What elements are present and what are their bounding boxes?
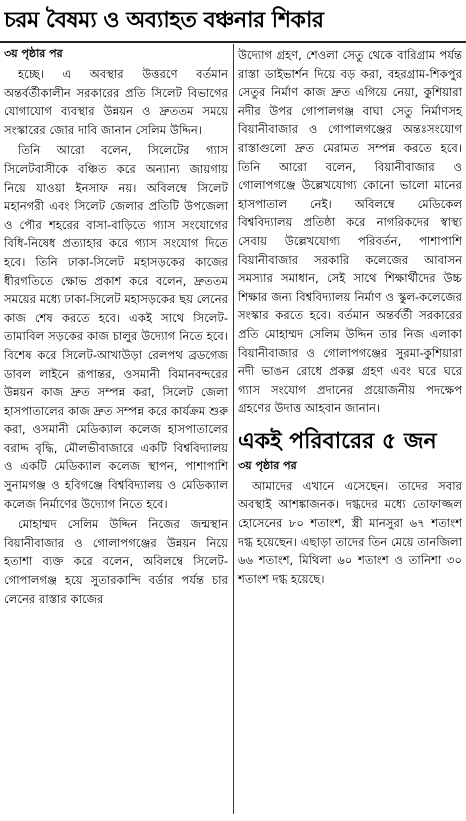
continuation-label: ৩য় পৃষ্ঠার পর <box>238 458 297 472</box>
article-paragraph: আমাদের এখানে এসেছেন। তাদের সবার অবস্থাই আশঙ্কাজনক। দগ্ধদের মধ্যে তোফাজ্জল হোসেনের ৮০ শতাংশ, স্ত্রী মানসুরা ৬৭ শতাংশ দগ্ধ হয়েছেন। এছাড়া তাদের তিন মেয়ে তানজিলা ৬৬ শতাংশ, মিথিলা ৬০ শতাংশ ও তানিশা ৩০ শতাংশ দগ্ধ হয়েছে। <box>238 478 462 586</box>
page-headline: চরম বৈষম্য ও অব্যাহত বঞ্চনার শিকার <box>4 8 324 33</box>
article-paragraph: উদ্যোগ গ্রহণ, শেওলা সেতু থেকে বারিগ্রাম পর্যন্ত রাস্তা ডাইভার্শন দিয়ে বড় করা, বহরগ্রাম-শিকপুর সেতুর নির্মাণ কাজ দ্রুত এগিয়ে নেয়া, কুশিয়ারা নদীর উপর গোপালগঞ্জ বাঘা সেতু নির্মাণসহ বিয়ানীবাজার ও গোপালগঞ্জের অন্তঃসংযোগ রাস্তাগুলো দ্রুত মেরামত সম্পন্ন করতে হবে। তিনি আরো বলেন, বিয়ানীবাজার ও গোলাপগঞ্জে উল্লেখযোগ্য কোনো ভালো মানের হাসপাতাল নেই। অবিলম্বে মেডিকেল বিশ্ববিদ্যালয় প্রতিষ্ঠা করে নাগরিকদের স্বাস্থ্য সেবায় উল্লেখযোগ্য পরিবর্তন, পাশাপাশি বিয়ানীবাজার সরকারি কলেজের আবাসন সমস্যার সমাধান, সেই সাথে শিক্ষার্থীদের উচ্চ শিক্ষার জন্য বিশ্ববিদ্যালয় নির্মাণ ও স্কুল-কলেজের সংস্কার করতে হবে। বর্তমান অন্তর্বর্তী সরকারের প্রতি মোহাম্মদ সেলিম উদ্দিন তার নিজ এলাকা বিয়ানীবাজার ও গোলাপগঞ্জের সুরমা-কুশিয়ারা নদী ভাঙন রোধে প্রকল্প গ্রহণ এবং ঘরে ঘরে গ্যাস সংযোগ প্রদানের প্রয়োজনীয় পদক্ষেপ গ্রহণের উদাত্ত আহবান জানান। <box>238 48 462 416</box>
second-article-headline: একই পরিবারের ৫ জন <box>238 428 437 454</box>
left-column <box>4 46 228 610</box>
article-paragraph: হচ্ছে। এ অবস্থার উত্তরণে বর্তমান অন্তর্বর্তীকালীন সরকারের প্রতি সিলেট বিভাগের যোগাযোগ ব্যবস্থার উন্নয়ন ও দ্রুততম সময়ে সংস্কারের জোর দাবি জানান সেলিম উদ্দিন। <box>4 67 228 137</box>
article-paragraph: মোহাম্মদ সেলিম উদ্দিন নিজের জন্মস্থান বিয়ানীবাজার ও গোলাপগঞ্জের উন্নয়ন নিয়ে হতাশা ব্যক্ত করে বলেন, অবিলম্বে সিলেট-গোপালগঞ্জ হয়ে সুতারকান্দি বর্ডার পর্যন্ত চার লেনের রাস্তার কাজের <box>4 517 228 606</box>
right-column <box>238 46 462 590</box>
column-divider <box>233 44 234 814</box>
article-paragraph: তিনি আরো বলেন, সিলেটের গ্যাস সিলেটবাসীকে বঞ্চিত করে অন্যান্য জায়গায় নিয়ে যাওয়া ইনসাফ নয়। অবিলম্বে সিলেট মহানগরী এবং সিলেট জেলার প্রতিটি উপজেলা ও পৌর শহরের বাসা-বাড়িতে গ্যাস সংযোগের বিধি-নিষেধ প্রত্যাহার করে গ্যাস সংযোগ দিতে হবে। তিনি ঢাকা-সিলেট মহাসড়কের কাজের ধীরগতিতে ক্ষোভ প্রকাশ করে বলেন, দ্রুততম সময়ের মধ্যে ঢাকা-সিলেট মহাসড়কের ছয় লেনের কাজ শেষ করতে হবে। একই সাথে সিলেট-তামাবিল সড়কের কাজ চালুর উদ্যোগ নিতে হবে। বিশেষ করে সিলেট-আখাউড়া রেলপথ ব্রডগেজ ডাবল লাইনে রূপান্তর, ওসমানী বিমানবন্দরের উন্নয়ন কাজ দ্রুত সম্পন্ন করা, সিলেট জেলা হাসপাতালের কাজ দ্রুত সম্পন্ন করে কার্যক্রম শুরু করা, ওসমানী মেডিক্যাল কলেজ হাসপাতালের বরাদ্দ বৃদ্ধি, মৌলভীবাজারে একটি বিশ্ববিদ্যালয় ও একটি মেডিক্যাল কলেজ স্থাপন, পাশাপাশি সুনামগঞ্জ ও হবিগঞ্জে বিশ্ববিদ্যালয় ও মেডিক্যাল কলেজ নির্মাণের উদ্যোগ নিতে হবে। <box>4 143 228 511</box>
continuation-label: ৩য় পৃষ্ঠার পর <box>4 47 63 60</box>
headline-rule <box>0 41 466 43</box>
